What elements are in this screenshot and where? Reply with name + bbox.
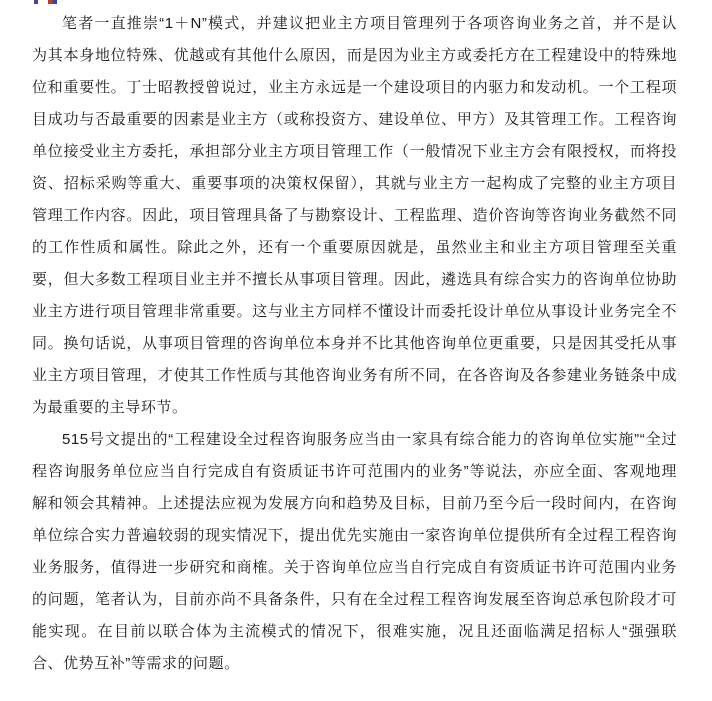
text-line: 目成功与否最重要的因素是业主方（或称投资方、建设单位、甲方）及其管理工作。工程咨询 [32, 111, 677, 128]
text-line: 同。换句话说，从事项目管理的咨询单位本身并不比其他咨询单位更重要，只是因其受托从事 [32, 335, 677, 352]
document-body [32, 8, 677, 680]
text-line: 笔者一直推崇“1＋N”模式，并建议把业主方项目管理列于各项咨询业务之首，并不是认 [62, 15, 677, 32]
text-line: 资、招标采购等重大、重要事项的决策权保留），其就与业主方一起构成了完整的业主方项目 [32, 175, 677, 192]
text-line: 解和领会其精神。上述提法应视为发展方向和趋势及目标，目前乃至今后一段时间内，在咨询 [32, 495, 677, 512]
text-line: 的工作性质和属性。除此之外，还有一个重要原因就是，虽然业主和业主方项目管理至关重 [32, 239, 677, 256]
cropped-glyph-fragment [34, 0, 38, 4]
cropped-glyph-fragment [48, 0, 57, 4]
paragraph [32, 8, 677, 424]
text-line: 程咨询服务单位应当自行完成自有资质证书许可范围内的业务”等说法，亦应全面、客观地理 [32, 463, 677, 480]
text-line: 位和重要性。丁士昭教授曾说过，业主方永远是一个建设项目的内驱力和发动机。一个工程项 [32, 79, 677, 96]
text-line: 业主方进行项目管理非常重要。这与业主方同样不懂设计而委托设计单位从事设计业务完全不 [32, 303, 677, 320]
text-line: 管理工作内容。因此，项目管理具备了与勘察设计、工程监理、造价咨询等咨询业务截然不同 [32, 207, 677, 224]
cropped-previous-line [0, 0, 712, 5]
paragraph [32, 424, 677, 680]
text-line: 业务服务，值得进一步研究和商榷。关于咨询单位应当自行完成自有资质证书许可范围内业务 [32, 559, 677, 576]
text-line: 要，但大多数工程项目业主并不擅长从事项目管理。因此，遴选具有综合实力的咨询单位协助 [32, 271, 677, 288]
text-line: 515号文提出的“工程建设全过程咨询服务应当由一家具有综合能力的咨询单位实施”“全过 [62, 431, 677, 448]
text-line: 单位综合实力普遍较弱的现实情况下，提出优先实施由一家咨询单位提供所有全过程工程咨询 [32, 527, 677, 544]
text-line: 为最重要的主导环节。 [32, 399, 188, 416]
text-line: 单位接受业主方委托，承担部分业主方项目管理工作（一般情况下业主方会有限授权，而将投 [32, 143, 677, 160]
text-line: 为其本身地位特殊、优越或有其他什么原因，而是因为业主方或委托方在工程建设中的特殊地 [32, 47, 677, 64]
text-line: 的问题，笔者认为，目前亦尚不具备条件，只有在全过程工程咨询发展至咨询总承包阶段才可 [32, 591, 677, 608]
text-line: 合、优势互补”等需求的问题。 [32, 655, 240, 672]
text-line: 能实现。在目前以联合体为主流模式的情况下，很难实施，况且还面临满足招标人“强强联 [32, 623, 677, 640]
text-line: 业主方项目管理，才使其工作性质与其他咨询业务有所不同，在各咨询及各参建业务链条中成 [32, 367, 677, 384]
